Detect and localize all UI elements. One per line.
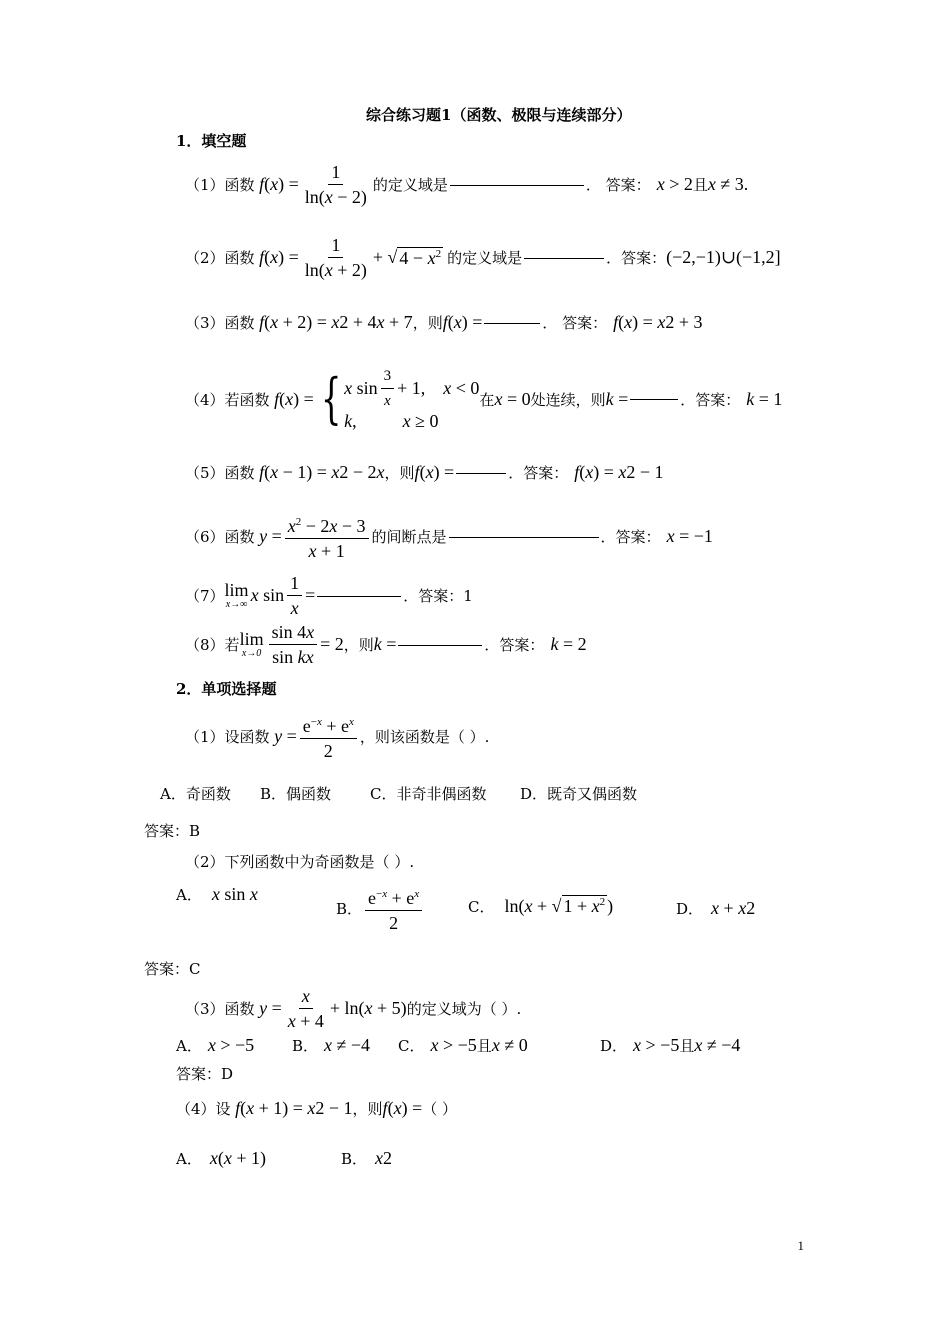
option-a: A． x > −5 xyxy=(176,1035,255,1055)
option-b: B． $\frac{e^{-x} + e^x}{2}$ xyxy=(336,884,425,933)
option-c: C． ln( x + √ $1 + x^2$ ) xyxy=(468,895,614,916)
option-a: A． x ( x + 1) xyxy=(176,1148,266,1168)
page-title: 综合练习题1（函数、极限与连续部分） xyxy=(366,106,632,124)
question-8: （8） 若 lim x→0 $\frac{\sin 4x}{\text{sin kx}}$ = 2 ，则 k = ．答案： k = 2 xyxy=(185,622,587,667)
fraction: $\frac{x^2 - 2x - 3}{x + 1}$ xyxy=(285,512,369,561)
fraction: $\frac{e^{-x} + e^x}{2}$ xyxy=(300,712,357,761)
limit: lim x→0 xyxy=(239,628,264,659)
answer-blank xyxy=(630,398,678,400)
limit: lim x→∞ xyxy=(224,579,249,610)
question-3: （3） 函数 f ( x + 2) = x 2 + 4 x + 7 ，则 f ( x ) = ． 答案： f ( x ) = x 2 + 3 xyxy=(185,312,703,332)
fraction: $\frac{\sin 4x}{\text{sin kx}}$ xyxy=(269,622,318,667)
answer-blank xyxy=(449,536,599,538)
option-c: C． x > −5 且 x ≠ 0 xyxy=(398,1035,528,1055)
choice-question-2: （2）下列函数中为奇函数是（ ）. xyxy=(185,853,415,871)
answer-blank xyxy=(317,595,401,597)
question-5: （5） 函数 f ( x − 1) = x 2 − 2 x ，则 f ( x ) = ．答案： f ( x ) = x 2 − 1 xyxy=(185,462,664,482)
option-a: A． x sin x xyxy=(176,884,258,904)
answer-line: 答案：B xyxy=(144,822,201,840)
page-number: 1 xyxy=(797,1238,804,1253)
choice-question-3: （3） 函数 y = $\frac{x}{x + 4}$ + ln( x + 5) 的定义域为（ ）. xyxy=(185,986,522,1031)
answer-blank xyxy=(456,472,506,474)
answer-blank xyxy=(484,322,540,324)
fraction: $\frac{1}{\ln(x + 2)}$ xyxy=(304,235,367,280)
option-a: A．奇函数 xyxy=(160,785,231,803)
question-1: （1） 函数 f ( x ) = $\frac{1}{\ln(x - 2)}$ 的定义域是 ． 答案： x > 2 且 x ≠ 3. xyxy=(185,162,749,207)
answer-blank xyxy=(398,644,482,646)
section-heading-choice: 2．单项选择题 xyxy=(176,680,277,698)
option-d: D． x > −5 且 x ≠ −4 xyxy=(600,1035,741,1055)
answer-blank xyxy=(450,184,584,186)
question-7: （7） lim x→∞ x sin $\frac{1}{x}$ = ．答案： 1 xyxy=(185,573,473,618)
answer-value: 1 xyxy=(463,586,473,605)
section-heading-fill-in: 1．填空题 xyxy=(176,132,247,150)
option-b: B． x ≠ −4 xyxy=(292,1035,371,1055)
question-6: （6） 函数 y = $\frac{x^2 - 2x - 3}{x + 1}$ 的间断点是 ．答案： x = −1 xyxy=(185,512,713,561)
option-c: C．非奇非偶函数 xyxy=(370,785,487,803)
answer-value: (−2,−1)∪(−1,2] xyxy=(666,247,781,267)
brace: { xyxy=(320,367,342,430)
option-b: B． x 2 xyxy=(341,1148,393,1168)
fraction: $\frac{1}{\ln(x - 2)}$ xyxy=(304,162,367,207)
question-2: （2） 函数 f ( x ) = $\frac{1}{\ln(x + 2)}$ + √ $4 - x^2$ 的定义域是 ．答案： (−2,−1)∪(−1,2] xyxy=(185,235,781,280)
choice-question-1: （1） 设函数 y = $\frac{e^{-x} + e^x}{2}$ ，则该函数是（ ）. xyxy=(185,712,489,761)
option-d: D．既奇又偶函数 xyxy=(520,785,638,803)
fraction: $\frac{x}{x + 4}$ xyxy=(287,986,324,1031)
option-b: B．偶函数 xyxy=(260,785,332,803)
fraction: $\frac{1}{x}$ xyxy=(287,573,302,618)
choice-question-4: （4） 设 f ( x + 1) = x 2 − 1 ，则 f ( x ) = （ ） xyxy=(176,1098,457,1118)
piecewise: x sin $\frac{3}{x}$ + 1, x < 0 k , x ≥ 0 xyxy=(344,368,480,431)
answer-line: 答案：D xyxy=(176,1065,234,1083)
answer-blank xyxy=(524,257,604,259)
question-4: （4） 若函数 f ( x ) = { x sin $\frac{3}{x}$ + 1, x < 0 k , x ≥ 0 在 x = 0 处连续，则 k = ．答案： k = 1 xyxy=(185,367,783,431)
answer-line: 答案：C xyxy=(144,960,201,978)
option-d: D． x + x 2 xyxy=(676,898,756,918)
